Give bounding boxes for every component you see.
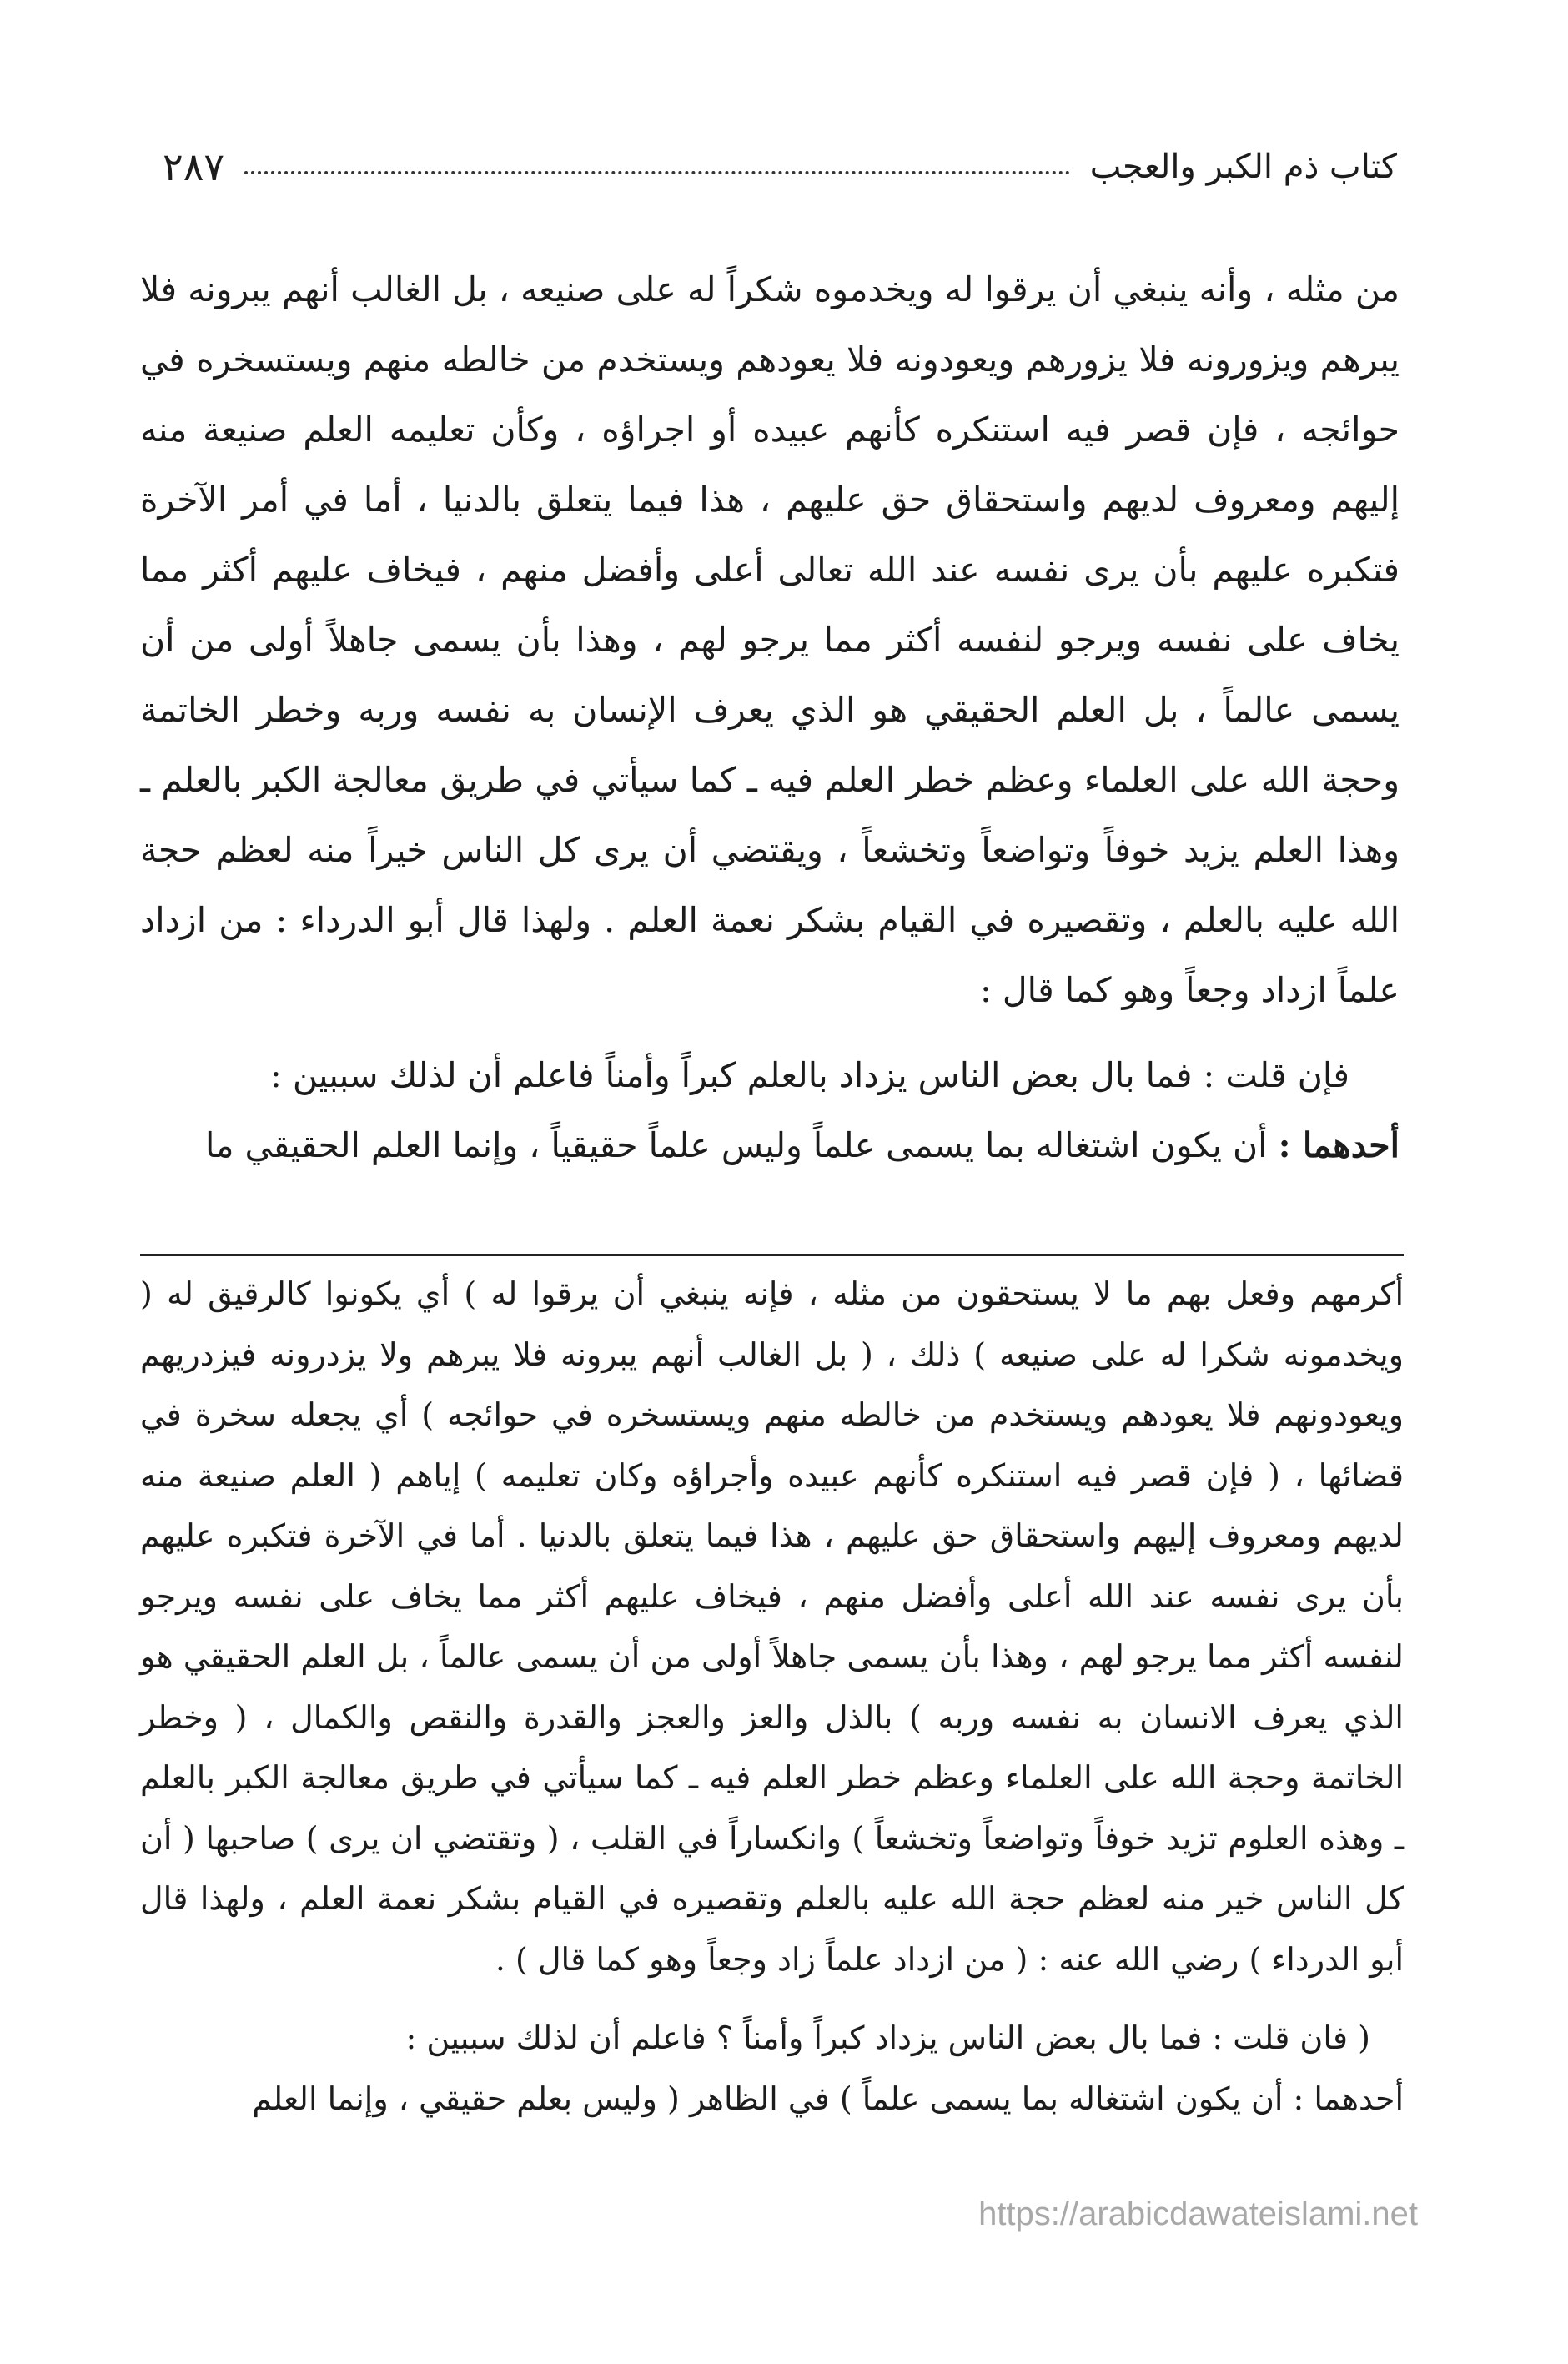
header-dotted-leader [244, 171, 1070, 174]
commentary-text [140, 1264, 1404, 2129]
footnote-separator [140, 1254, 1404, 1256]
running-header [163, 138, 1397, 196]
main-text [140, 254, 1400, 1180]
page-number: ٢٨٧ [163, 144, 225, 189]
main-first-reason [140, 1110, 1400, 1180]
main-question: فإن قلت : فما بال بعض الناس يزداد بالعلم كبراً وأمناً فاعلم أن لذلك سببين : [269, 1055, 1349, 1095]
commentary-paragraph: أكرمهم وفعل بهم ما لا يستحقون من مثله ، فإنه ينبغي أن يرقوا له ) أي يكونوا كالرقيق له ( ويخدمونه شكرا له على صنيعه ) ذلك ، ( بل الغالب أنهم يبرونه فلا يبرهم ولا يزدرونه فيزدريهم ويعودونهم فلا يعودهم ويستخدم من خالطه منهم ويستسخره في حوائجه ) أي يجعله سخرة في قضائها ، ( فإن قصر فيه استنكره كأنهم عبيده وأجراؤه وكان تعليمه ) إياهم ( العلم صنيعة منه لديهم ومعروف إليهم واستحقاق حق عليهم ، هذا فيما يتعلق بالدنيا . أما في الآخرة فتكبره عليهم بأن يرى نفسه عند الله أعلى وأفضل منهم ، فيخاف عليهم أكثر مما يخاف على نفسه ويرجو لنفسه أكثر مما يرجو لهم ، وهذا بأن يسمى جاهلاً أولى من أن يسمى عالماً ، بل العلم الحقيقي هو الذي يعرف الانسان به نفسه وربه ) بالذل والعز والعجز والقدرة والنقص والكمال ، ( وخطر الخاتمة وحجة الله على العلماء وعظم خطر العلم فيه ـ كما سيأتي في طريق معالجة الكبر بالعلم ـ وهذه العلوم تزيد خوفاً وتواضعاً وتخشعاً ) وانكساراً في القلب ، ( وتقتضي ان يرى ) صاحبها ( أن كل الناس خير منه لعظم حجة الله عليه بالعلم وتقصيره في القيام بشكر نعمة العلم ، ولهذا قال أبو الدرداء ) رضي الله عنه : ( من ازداد علماً زاد وجعاً وهو كما قال ) . [140, 1275, 1404, 1978]
first-reason-text: أن يكون اشتغاله بما يسمى علماً وليس علماً حقيقياً ، وإنما العلم الحقيقي ما [205, 1125, 1268, 1165]
main-paragraph: من مثله ، وأنه ينبغي أن يرقوا له ويخدموه شكراً له على صنيعه ، بل الغالب أنهم يبرونه فلا يبرهم ويزورونه فلا يزورهم ويعودونه فلا يعودهم ويستخدم من خالطه منهم ويستسخره في حوائجه ، فإن قصر فيه استنكره كأنهم عبيده أو اجراؤه ، وكأن تعليمه العلم صنيعة منه إليهم ومعروف لديهم واستحقاق حق عليهم ، هذا فيما يتعلق بالدنيا ، أما في أمر الآخرة فتكبره عليهم بأن يرى نفسه عند الله تعالى أعلى وأفضل منهم ، فيخاف عليهم أكثر مما يخاف على نفسه ويرجو لنفسه أكثر مما يرجو لهم ، وهذا بأن يسمى جاهلاً أولى من أن يسمى عالماً ، بل العلم الحقيقي هو الذي يعرف الإنسان به نفسه وربه وخطر الخاتمة وحجة الله على العلماء وعظم خطر العلم فيه ـ كما سيأتي في طريق معالجة الكبر بالعلم ـ وهذا العلم يزيد خوفاً وتواضعاً وتخشعاً ، ويقتضي أن يرى كل الناس خيراً منه لعظم حجة الله عليه بالعلم ، وتقصيره في القيام بشكر نعمة العلم . ولهذا قال أبو الدرداء : من ازداد علماً ازداد وجعاً وهو كما قال : [140, 269, 1400, 1010]
commentary-question: ( فان قلت : فما بال بعض الناس يزداد كبراً وأمناً ؟ فاعلم أن لذلك سببين : [405, 2019, 1370, 2056]
first-reason-label: أحدهما : [1278, 1125, 1400, 1165]
commentary-first-reason: أحدهما : أن يكون اشتغاله بما يسمى علماً ) في الظاهر ( وليس بعلم حقيقي ، وإنما العلم [252, 2080, 1404, 2117]
book-chapter-title: كتاب ذم الكبر والعجب [1089, 148, 1397, 186]
watermark-url: https://arabicdawateislami.net [978, 2196, 1418, 2232]
